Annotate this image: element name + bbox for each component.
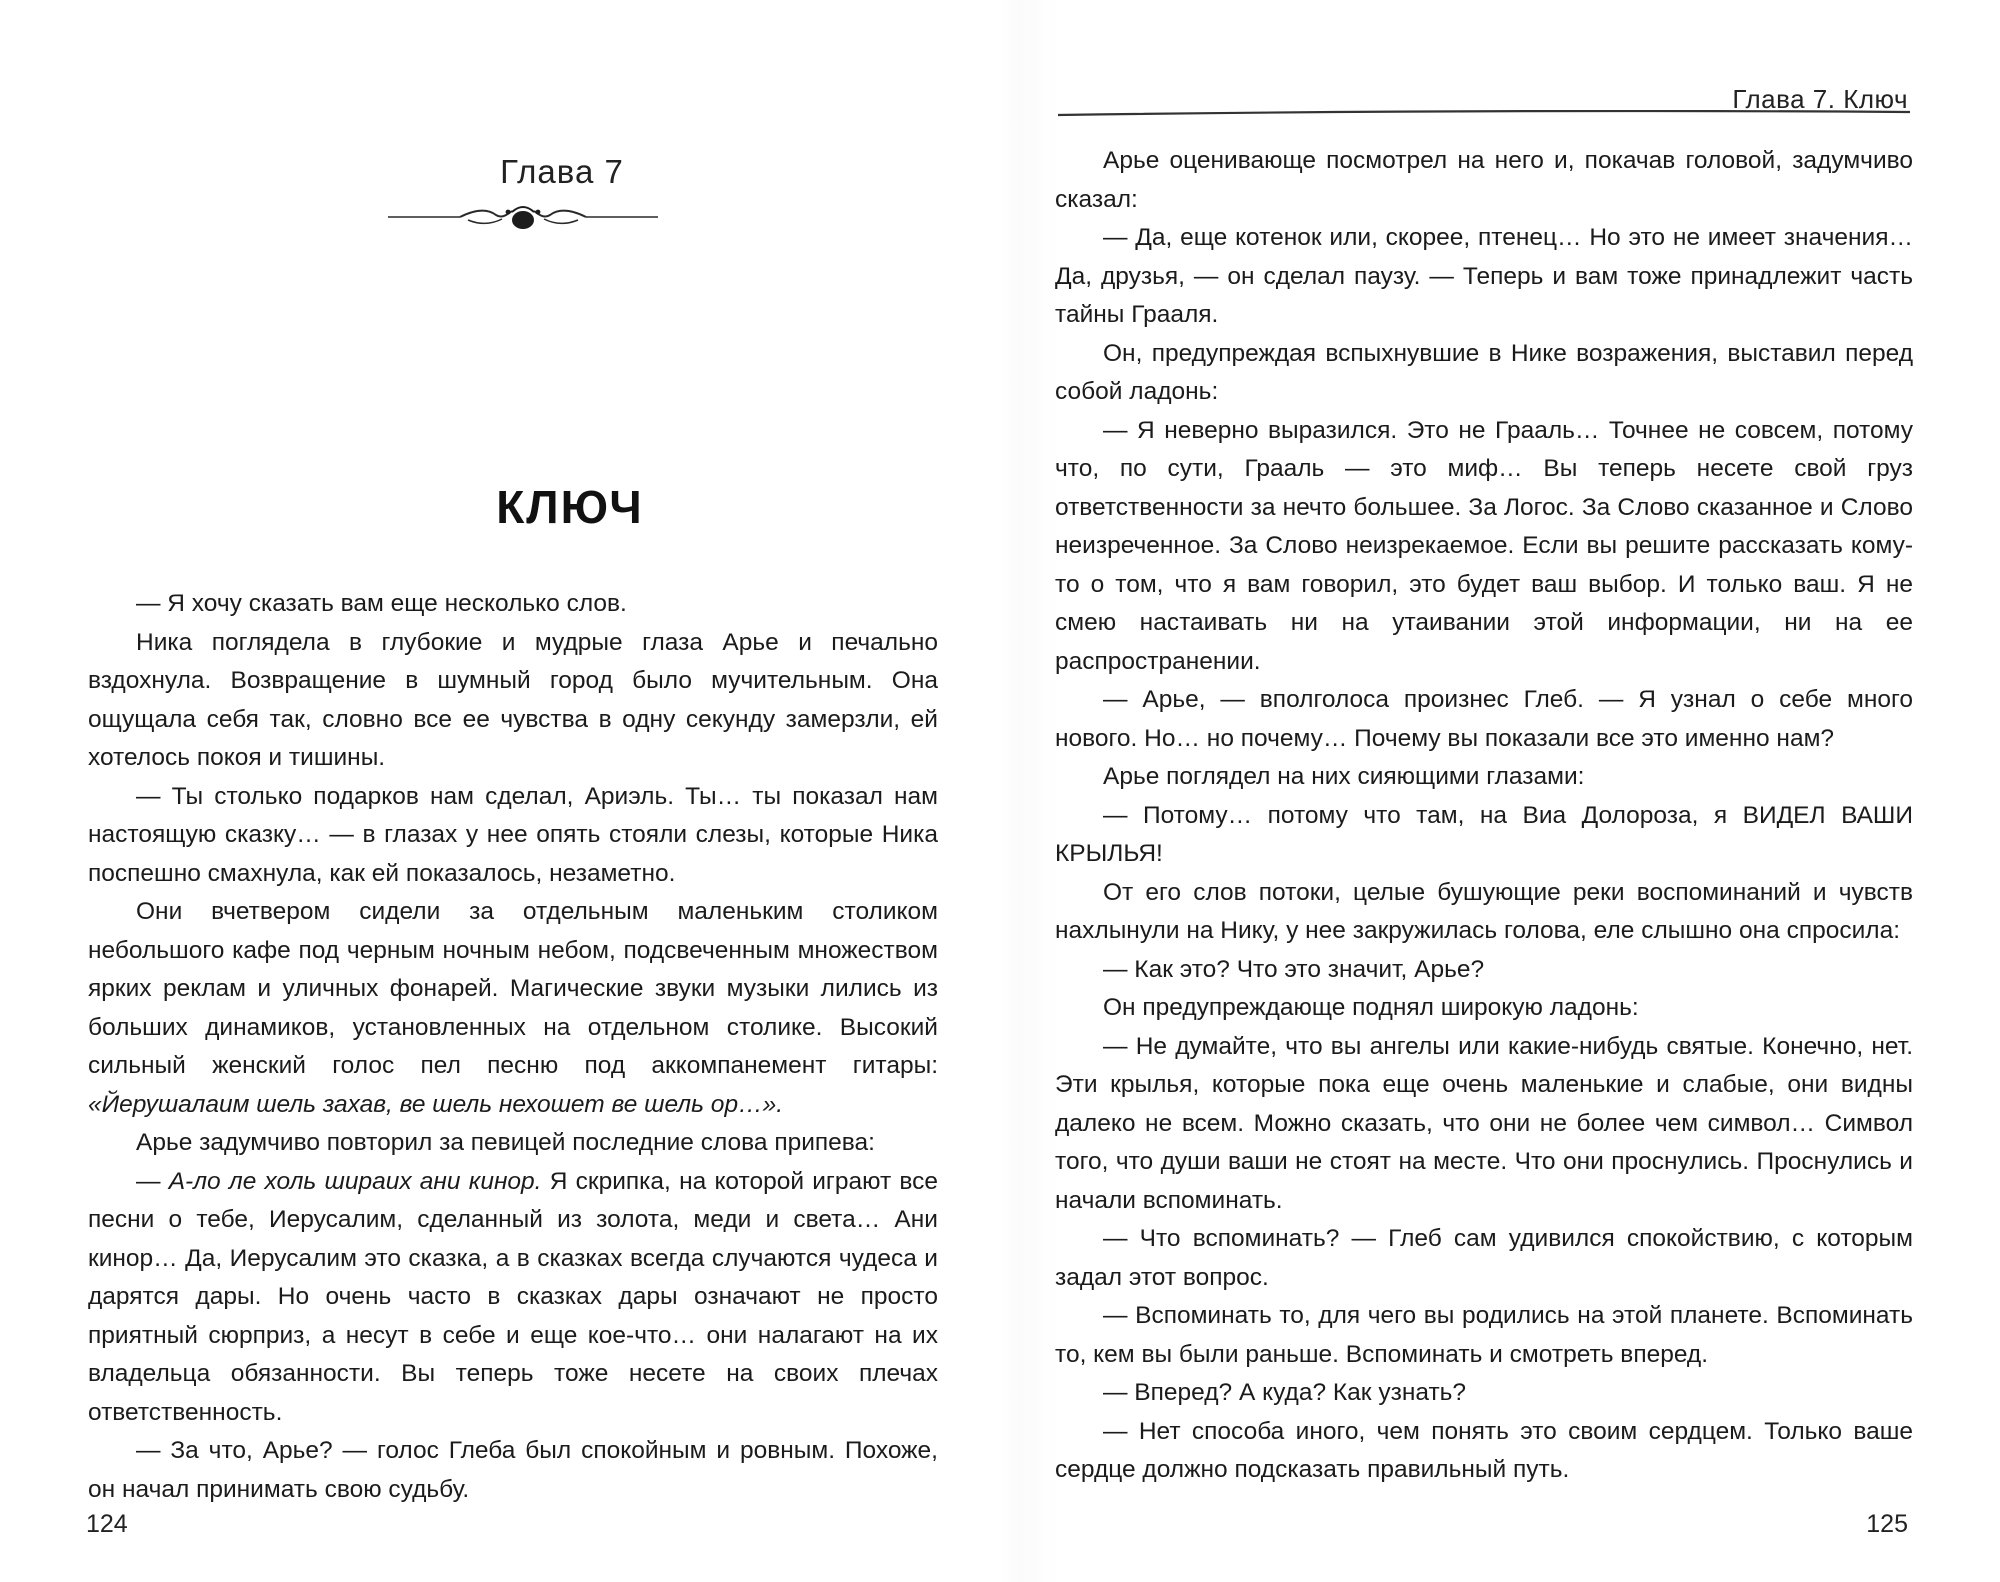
header-rule-icon — [1058, 110, 1910, 120]
chapter-label: Глава 7 — [500, 153, 624, 190]
flourish-divider-icon — [388, 200, 658, 234]
chapter-title: КЛЮЧ — [496, 481, 644, 533]
paragraph — [88, 1163, 938, 1433]
paragraph: — Вперед? А куда? Как узнать? — [1103, 1379, 1467, 1406]
paragraph: — Потому… потому что там, на Виа Долороза, я ВИДЕЛ ВАШИ КРЫЛЬЯ! — [1055, 801, 1913, 867]
paragraph — [88, 893, 938, 1124]
song-quote: «Йерушалаим шель захав, ве шель нехошет ве шель ор…». — [88, 1090, 783, 1118]
page-number: 125 — [1866, 1510, 1908, 1538]
paragraph: — Арье, — вполголоса произнес Глеб. — Я узнал о себе много нового. Но… но почему… Почему вы показали все это именно нам? — [1055, 686, 1913, 752]
paragraph: Арье поглядел на них сияющими глазами: — [1103, 763, 1585, 790]
paragraph-text: Я скрипка, на которой играют все песни о тебе, Иерусалим, сделанный из золота, меди и света… Ани кинор… Да, Иерусалим это сказка, а в сказках всегда случаются чудеса и дарятся дары. Но очень часто в сказках дары означают не просто приятный сюрприз, а несут в себе и еще кое-что… они налагают на их владельца обязанности. Вы теперь тоже несете на своих плечах ответственность. — [88, 1167, 939, 1426]
paragraph: Ника поглядела в глубокие и мудрые глаза Арье и печально вздохнула. Возвращение в шумный город было мучительным. Она ощущала себя так, словно все ее чувства в одну секунду замерзли, ей хотелось покоя и тишины. — [88, 628, 938, 771]
paragraph: Арье оценивающе посмотрел на него и, покачав головой, задумчиво сказал: — [1055, 147, 1913, 213]
paragraph: — Я хочу сказать вам еще несколько слов. — [136, 590, 627, 617]
dialogue-dash: — — [136, 1167, 169, 1195]
paragraph: Он предупреждающе поднял широкую ладонь: — [1103, 994, 1639, 1021]
paragraph: Арье задумчиво повторил за певицей последние слова припева: — [136, 1129, 875, 1156]
paragraph: — Как это? Что это значит, Арье? — [1103, 955, 1485, 983]
paragraph: От его слов потоки, целые бушующие реки воспоминаний и чувств нахлынули на Нику, у нее закружилась голова, еле слышно она спросила: — [1055, 878, 1913, 944]
paragraph: Он, предупреждая вспыхнувшие в Нике возражения, выставил перед собой ладонь: — [1055, 339, 1913, 405]
song-line-quote: А-ло ле холь шираих ани кинор. — [168, 1167, 542, 1195]
paragraph-text: Они вчетвером сидели за отдельным маленьким столиком небольшого кафе под черным ночным небом, подсвеченным множеством ярких реклам и уличных фонарей. Магические звуки музыки лились из больших динамиков, установленных на отдельном столике. Высокий сильный женский голос пел песню под аккомпанемент гитары: — [88, 898, 938, 1079]
left-body-text — [88, 585, 938, 1509]
paragraph: — Ты столько подарков нам сделал, Ариэль. Ты… ты показал нам настоящую сказку… — в глазах у нее опять стояли слезы, которые Ника поспешно смахнула, как ей показалось, незаметно. — [88, 782, 938, 887]
right-body-text — [1055, 142, 1913, 1490]
paragraph: — Я неверно выразился. Это не Грааль… Точнее не совсем, потому что, по сути, Грааль — это миф… Вы теперь несете свой груз ответственности за нечто большее. За Логос. За Слово сказанное и Слово неизреченное. За Слово неизрекаемое. Если вы решите рассказать кому-то о том, что я вам говорил, это будет ваш выбор. И только ваш. Я не смею настаивать ни на утаивании этой информации, ни на ее распространении. — [1055, 416, 1913, 675]
paragraph: — Вспоминать то, для чего вы родились на этой планете. Вспоминать то, кем вы были раньше. Вспоминать и смотреть вперед. — [1055, 1302, 1913, 1368]
running-head: Глава 7. Ключ — [1732, 84, 1908, 114]
paragraph: — За что, Арье? — голос Глеба был спокойным и ровным. Похоже, он начал принимать свою судьбу. — [88, 1437, 938, 1503]
paragraph: — Не думайте, что вы ангелы или какие-нибудь святые. Конечно, нет. Эти крылья, которые пока еще очень маленькие и слабые, они видны далеко не всем. Можно сказать, что они не более чем символ… Символ того, что души ваши не стоят на месте. Что они проснулись. Проснулись и начали вспоминать. — [1055, 1032, 1913, 1214]
page-number: 124 — [86, 1510, 128, 1538]
paragraph: — Что вспоминать? — Глеб сам удивился спокойствию, с которым задал этот вопрос. — [1055, 1225, 1913, 1291]
paragraph: — Нет способа иного, чем понять это своим сердцем. Только ваше сердце должно подсказать правильный путь. — [1055, 1417, 1913, 1483]
right-page — [1000, 0, 2000, 1582]
paragraph: — Да, еще котенок или, скорее, птенец… Но это не имеет значения… Да, друзья, — он сделал паузу. — Теперь и вам тоже принадлежит часть тайны Грааля. — [1055, 224, 1913, 328]
